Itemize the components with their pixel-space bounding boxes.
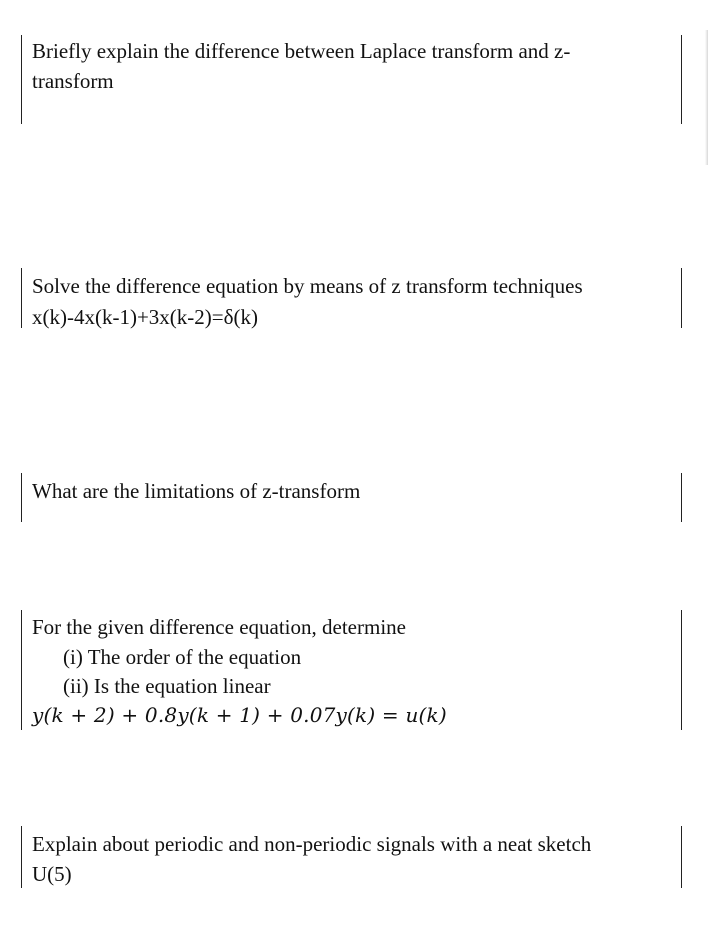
equation-part-1: y(k (32, 703, 64, 727)
equation-part-2: 2) + 0.8y(k (93, 703, 210, 727)
question-4-line-1: For the given difference equation, determine (32, 615, 406, 639)
question-5-block (21, 826, 682, 888)
question-2-block (21, 268, 682, 328)
question-4-equation (32, 703, 447, 727)
question-4-item-i: (i) The order of the equation (63, 645, 302, 669)
equation-part-3: 1) + 0.07y(k) = u(k) (239, 703, 447, 727)
equation-op-2: + (209, 703, 240, 727)
question-4-item-ii: (ii) Is the equation linear (63, 674, 271, 698)
question-3-line-1: What are the limitations of z-transform (32, 479, 361, 503)
equation-op-1: + (63, 703, 94, 727)
question-1-line-1: Briefly explain the difference between Laplace transform and z- (32, 39, 571, 63)
question-5-line-1: Explain about periodic and non-periodic signals with a neat sketch (32, 832, 592, 856)
question-4-block (21, 610, 682, 730)
question-2-line-1: Solve the difference equation by means of z transform techniques (32, 274, 583, 298)
question-5-line-2: U(5) (32, 862, 72, 886)
question-3-block (21, 473, 682, 522)
question-1-line-2: transform (32, 69, 114, 93)
question-1-block (21, 35, 682, 124)
question-2-equation: x(k)-4x(k-1)+3x(k-2)=δ(k) (32, 305, 259, 329)
